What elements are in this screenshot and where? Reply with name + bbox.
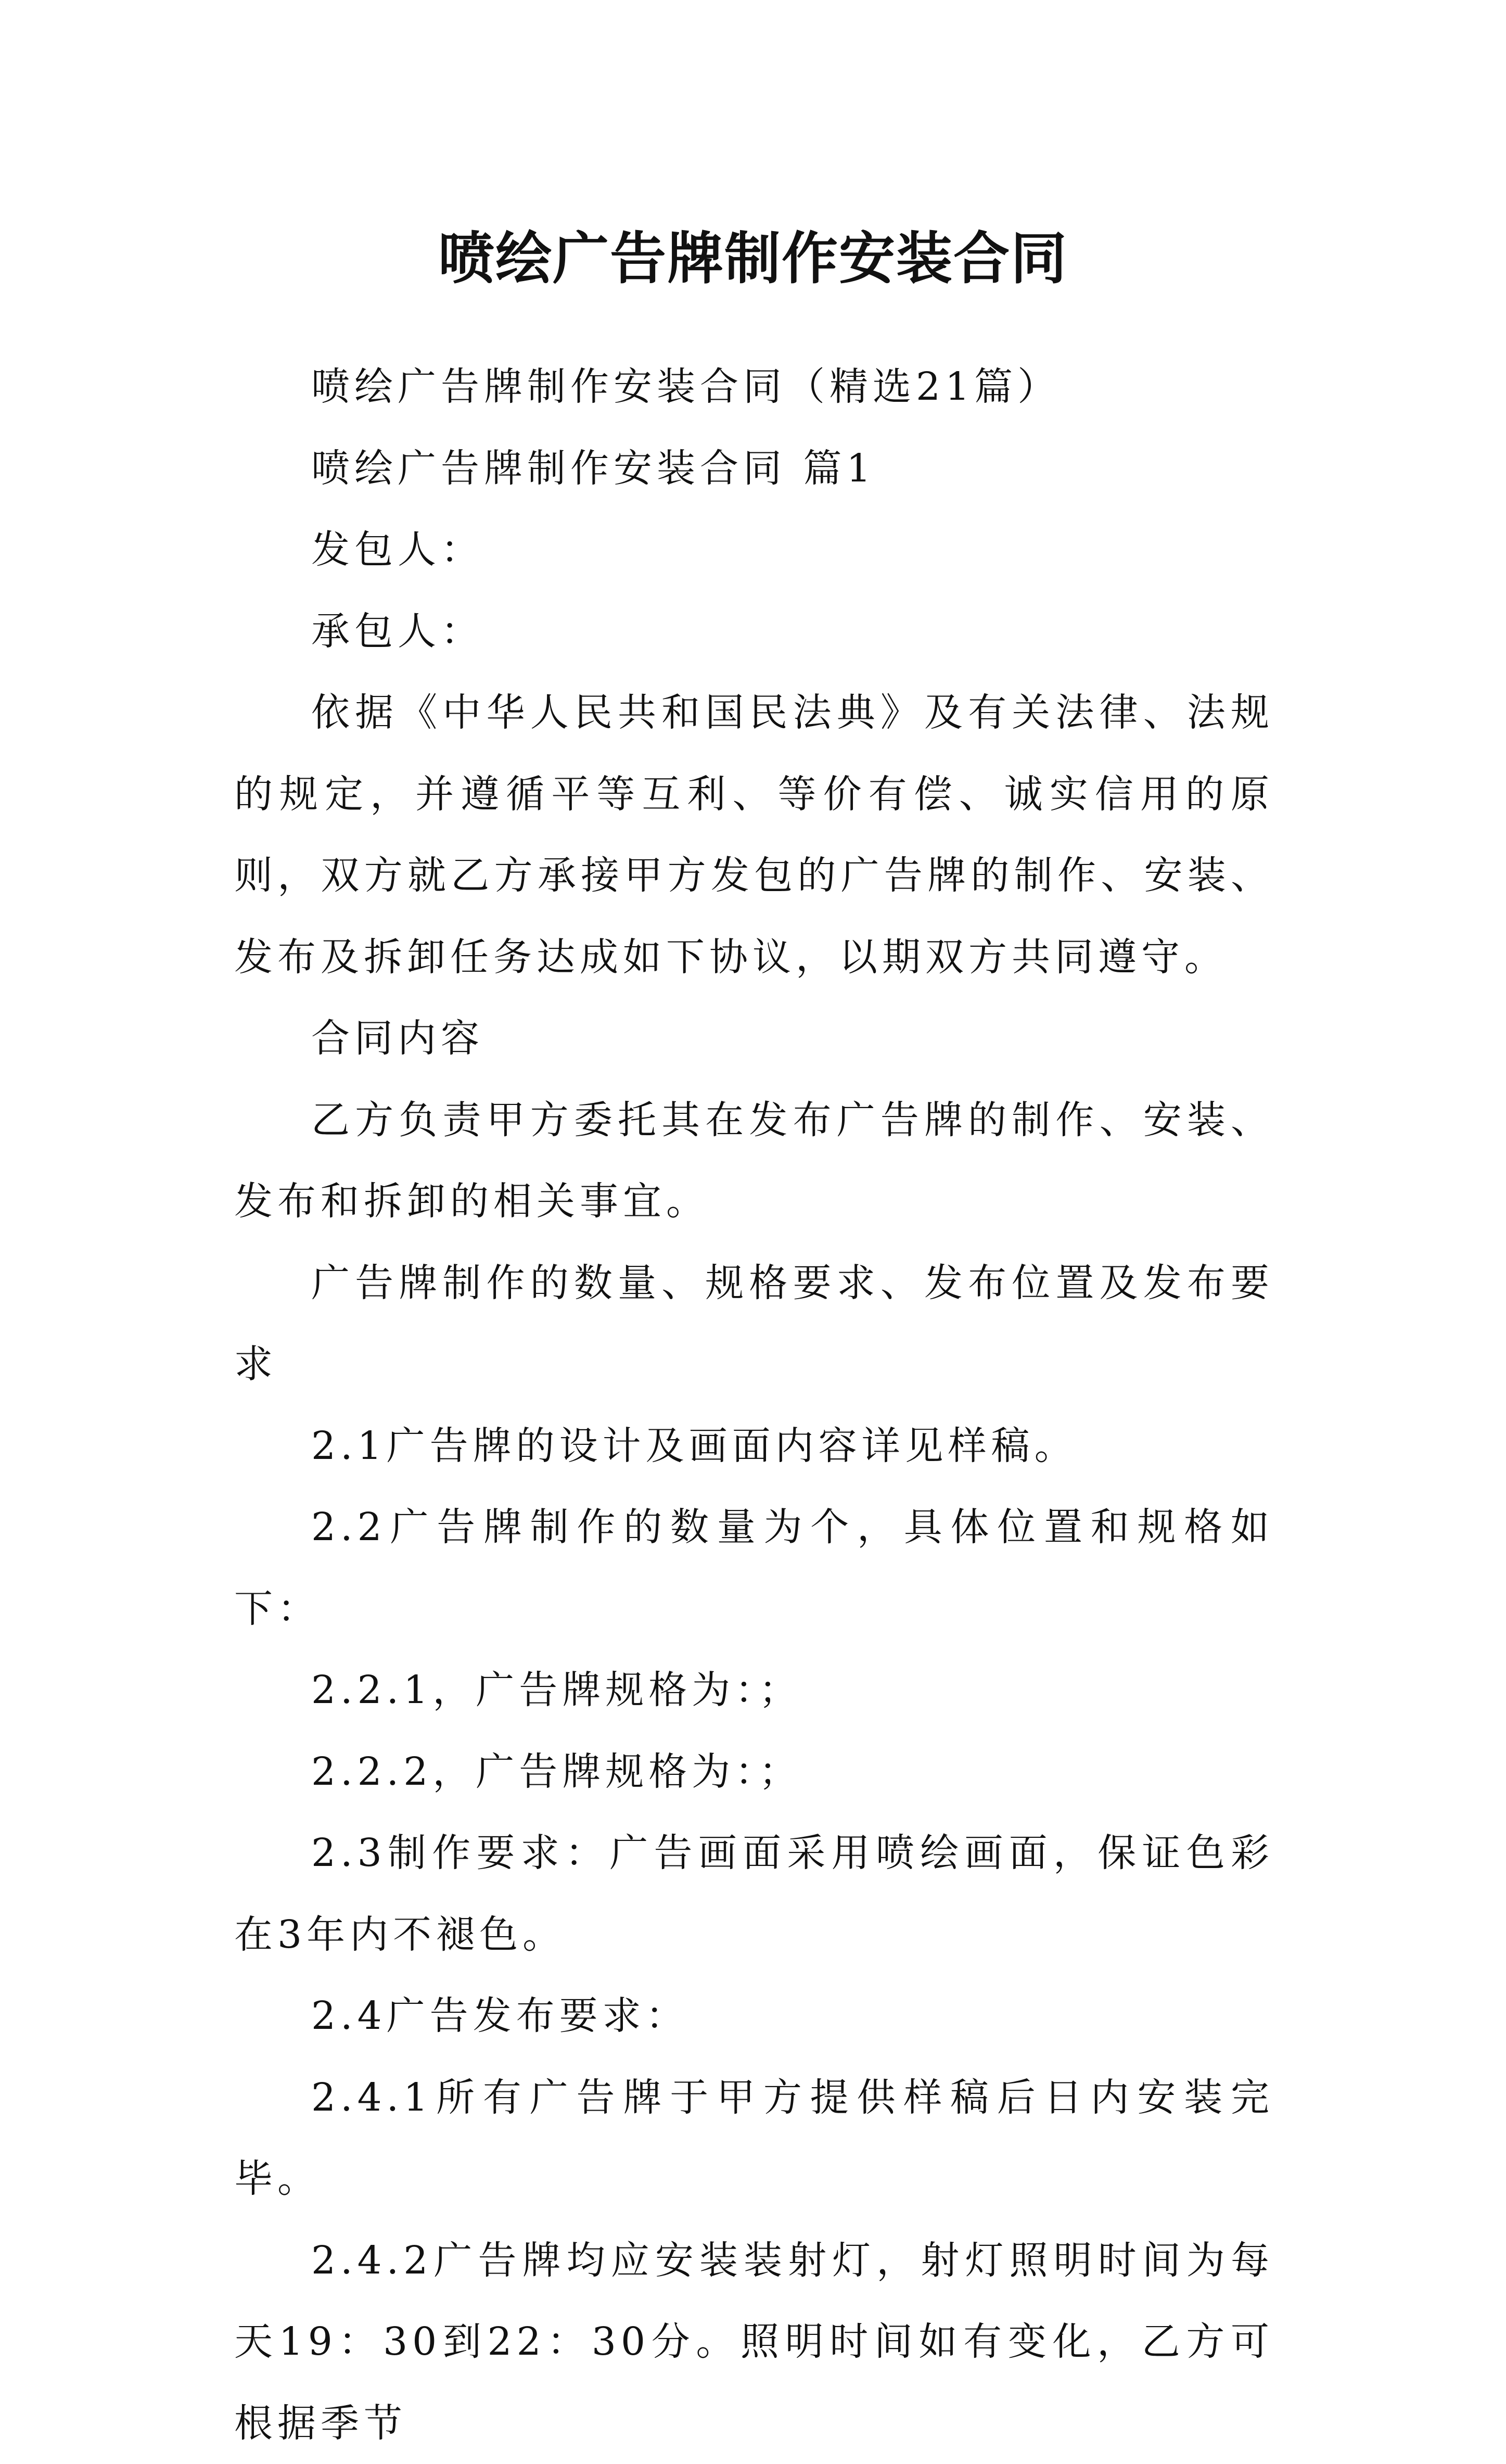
paragraph-contractee: 承包人： bbox=[234, 591, 1274, 672]
document-title: 喷绘广告牌制作安装合同 bbox=[0, 222, 1506, 295]
document-body bbox=[234, 346, 1274, 2464]
paragraph-clause-2-1: 2.1广告牌的设计及画面内容详见样稿。 bbox=[234, 1405, 1274, 1487]
paragraph-contractor: 发包人： bbox=[234, 509, 1274, 591]
paragraph-subtitle: 喷绘广告牌制作安装合同（精选21篇） bbox=[234, 346, 1274, 428]
paragraph-responsibility: 乙方负责甲方委托其在发布广告牌的制作、安装、发布和拆卸的相关事宜。 bbox=[234, 1079, 1274, 1242]
paragraph-preamble: 依据《中华人民共和国民法典》及有关法律、法规的规定，并遵循平等互利、等价有偿、诚实信用的原则，双方就乙方承接甲方发包的广告牌的制作、安装、发布及拆卸任务达成如下协议，以期双方共同遵守。 bbox=[234, 672, 1274, 998]
paragraph-requirements-heading: 广告牌制作的数量、规格要求、发布位置及发布要求 bbox=[234, 1242, 1274, 1405]
paragraph-clause-2-4: 2.4广告发布要求： bbox=[234, 1975, 1274, 2057]
paragraph-section-heading: 喷绘广告牌制作安装合同 篇1 bbox=[234, 428, 1274, 510]
paragraph-clause-2-4-2: 2.4.2广告牌均应安装装射灯，射灯照明时间为每天19：30到22：30分。照明时间如有变化，乙方可根据季节 bbox=[234, 2220, 1274, 2464]
paragraph-clause-2-3: 2.3制作要求：广告画面采用喷绘画面，保证色彩在3年内不褪色。 bbox=[234, 1812, 1274, 1975]
paragraph-clause-2-2-2: 2.2.2，广告牌规格为：； bbox=[234, 1731, 1274, 1813]
paragraph-clause-2-2: 2.2广告牌制作的数量为个，具体位置和规格如下： bbox=[234, 1487, 1274, 1649]
paragraph-contract-content-heading: 合同内容 bbox=[234, 998, 1274, 1079]
paragraph-clause-2-4-1: 2.4.1所有广告牌于甲方提供样稿后日内安装完毕。 bbox=[234, 2057, 1274, 2220]
paragraph-clause-2-2-1: 2.2.1，广告牌规格为：； bbox=[234, 1649, 1274, 1731]
